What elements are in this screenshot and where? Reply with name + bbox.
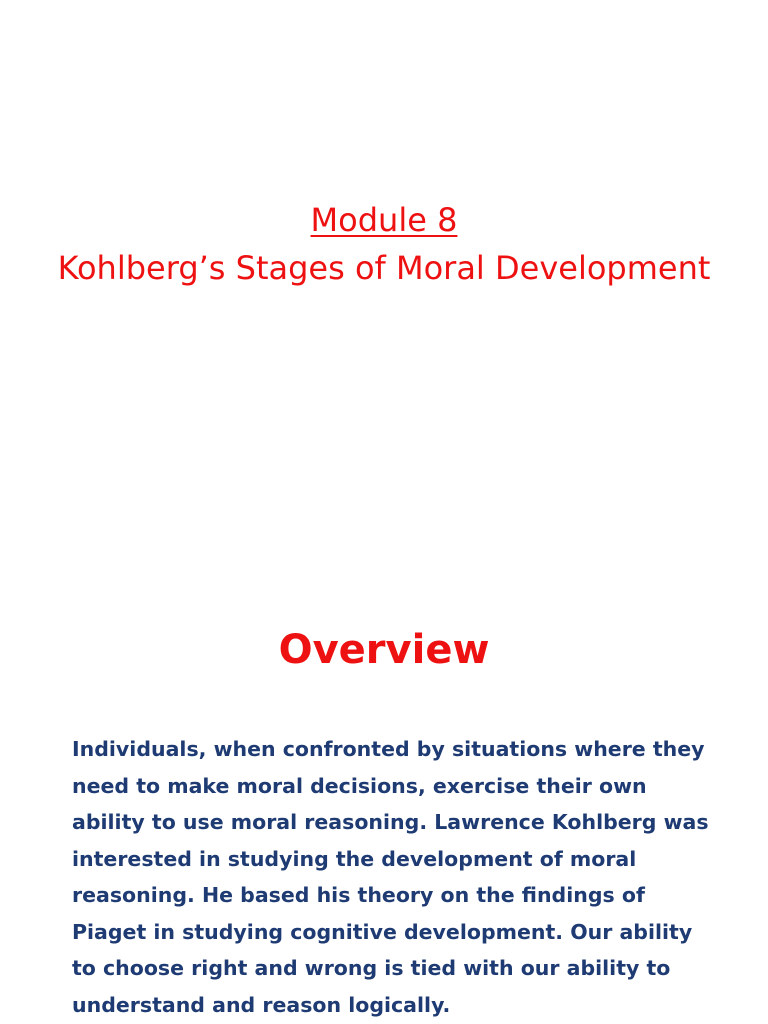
page-title: Kohlberg’s Stages of Moral Development: [57, 249, 711, 287]
title-block: [0, 196, 768, 292]
overview-heading: Overview: [278, 627, 490, 673]
overview-paragraph: Individuals, when confronted by situations where they need to make moral decisions, exercise their own ability to use moral reasoning. Lawrence Kohlberg was interested in studying the development of moral reasoning. He based his theory on the findings of Piaget in studying cognitive development. Our ability to choose right and wrong is tied with our ability to understand and reason logically.: [72, 737, 709, 1017]
module-title: Module 8: [310, 201, 458, 239]
